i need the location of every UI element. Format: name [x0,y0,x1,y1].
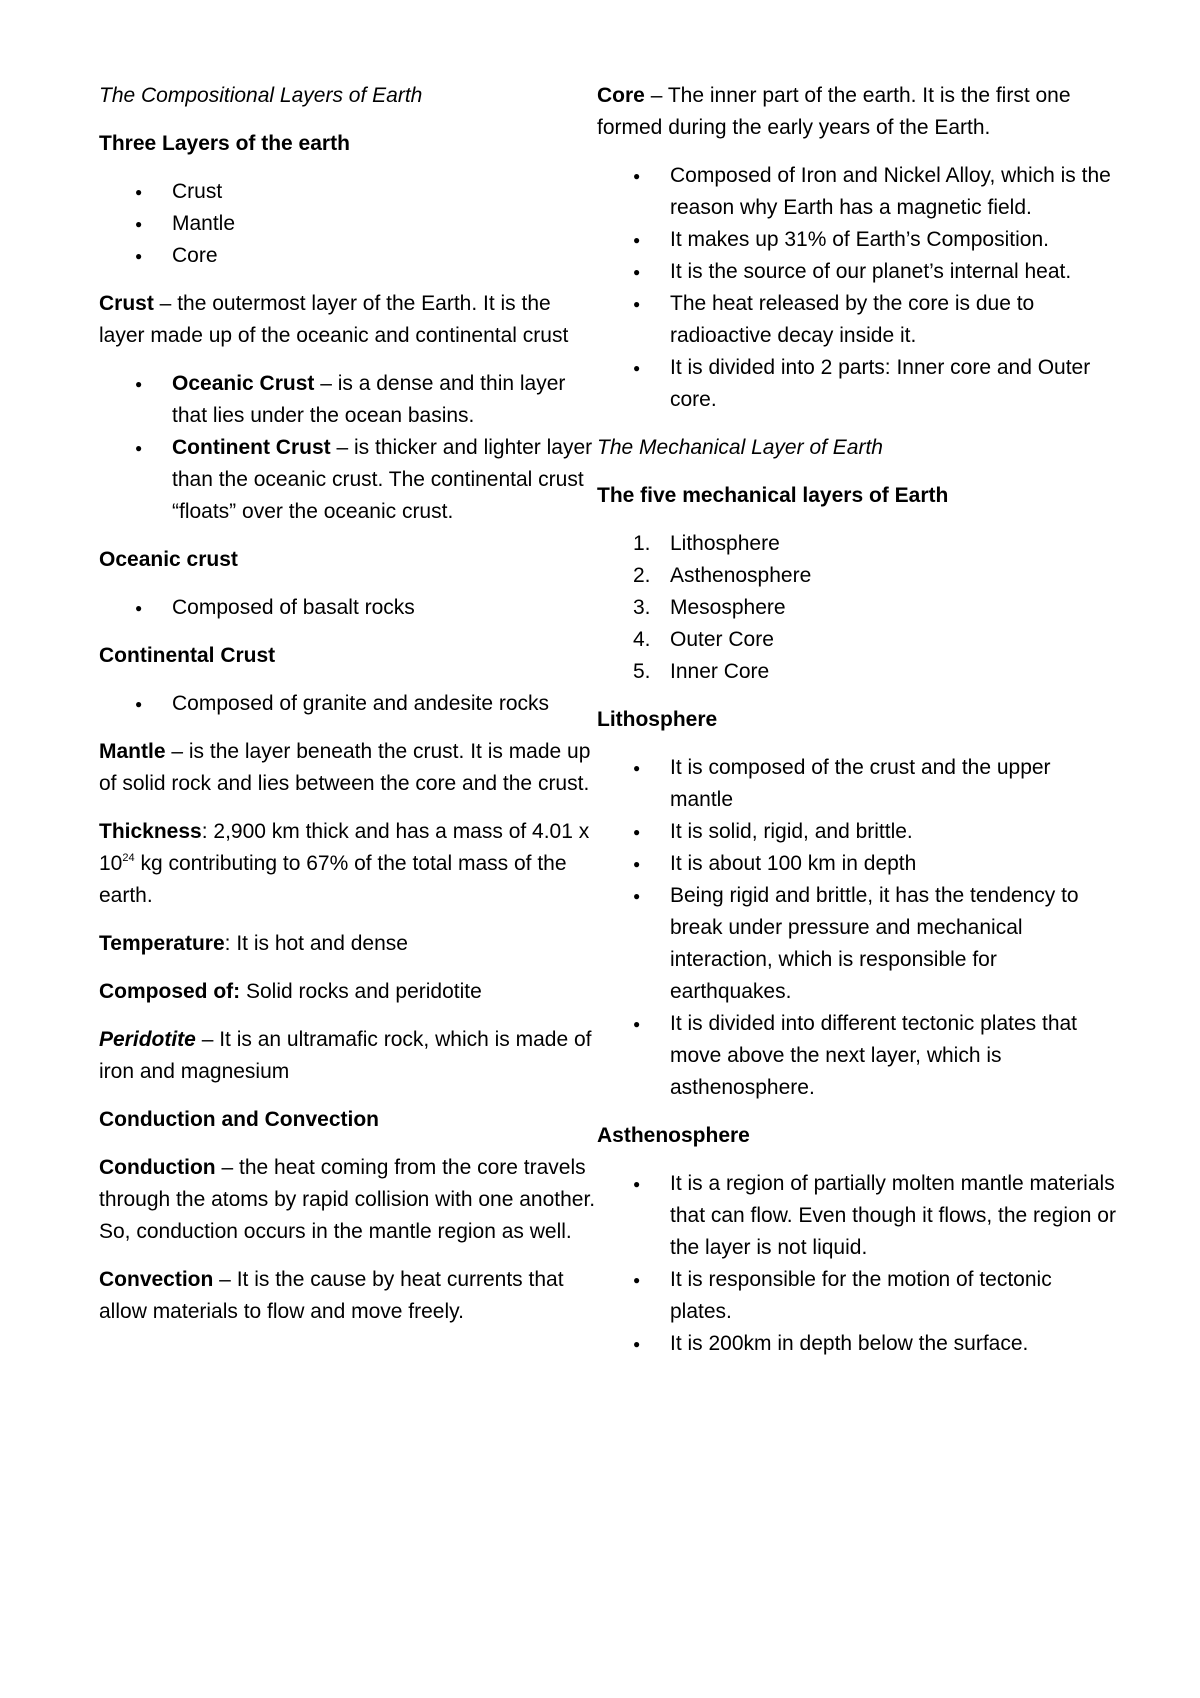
thickness-paragraph [99,816,599,912]
list-item: ● Core [99,240,599,272]
list-item: ● The heat released by the core is due to radioactive decay inside it. [597,288,1117,352]
temperature-term: Temperature [99,932,225,955]
peridotite-paragraph [99,1024,599,1088]
thickness-pre: : 2,900 km thick and has a mass of 4.01 x 10 [99,820,590,875]
mantle-paragraph [99,736,599,800]
core-term: Core [597,84,645,107]
mech-title: The Mechanical Layer of Earth [597,436,883,459]
list-label: Inner Core [670,660,770,683]
conduction-paragraph [99,1152,599,1248]
lithosphere-heading: Lithosphere [597,708,718,731]
crust-def: – the outermost layer of the Earth. It is the layer made up of the oceanic and continental crust [99,292,569,347]
list-label: Mesosphere [670,596,786,619]
convection-paragraph [99,1264,599,1328]
list-label: Lithosphere [670,532,780,555]
five-layers-heading: The five mechanical layers of Earth [597,484,949,507]
conduction-term: Conduction [99,1156,216,1179]
three-layers-list [99,176,599,272]
doc-title: The Compositional Layers of Earth [99,84,423,107]
thickness-post: kg contributing to 67% of the total mass of the earth. [99,852,567,907]
list-item [597,528,1117,560]
list-item: ● It is about 100 km in depth [597,848,1117,880]
left-column [99,80,599,1344]
list-item [597,592,1117,624]
mantle-term: Mantle [99,740,166,763]
composed-term: Composed of: [99,980,241,1003]
list-label: Asthenosphere [670,564,812,587]
list-item [597,560,1117,592]
thickness-term: Thickness [99,820,202,843]
list-item: ● It is divided into 2 parts: Inner core and Outer core. [597,352,1117,416]
thickness-exponent: 24 [122,852,135,864]
lithosphere-list [597,752,1117,1104]
crust-types-list [99,368,599,528]
list-label: Outer Core [670,628,774,651]
right-column [597,80,1117,1376]
temperature-paragraph [99,928,599,960]
list-item: ● Composed of granite and andesite rocks [99,688,599,720]
list-number: 5. [633,660,651,683]
list-item: ● Composed of basalt rocks [99,592,599,624]
continental-list [99,688,599,720]
three-layers-heading: Three Layers of the earth [99,132,350,155]
composed-text: Solid rocks and peridotite [240,980,482,1003]
temperature-text: : It is hot and dense [224,932,408,955]
list-item: ● It is composed of the crust and the upper mantle [597,752,1117,816]
core-list [597,160,1117,416]
continent-crust-text: – is thicker and lighter layer than the oceanic crust. The continental crust “floats” over the oceanic crust. [172,436,593,523]
mantle-def: – is the layer beneath the crust. It is made up of solid rock and lies between the core and the crust. [99,740,591,795]
core-paragraph [597,80,1117,144]
asthenosphere-heading: Asthenosphere [597,1124,750,1147]
list-item: ● Mantle [99,208,599,240]
oceanic-heading: Oceanic crust [99,548,238,571]
conduction-text: – the heat coming from the core travels through the atoms by rapid collision with one another. So, conduction occurs in the mantle region as well. [99,1156,596,1243]
oceanic-crust-term: Oceanic Crust [172,372,315,395]
peridotite-term: Peridotite [99,1028,196,1051]
list-item: ● It is the source of our planet’s internal heat. [597,256,1117,288]
list-item: ● It is responsible for the motion of tectonic plates. [597,1264,1117,1328]
list-number: 3. [633,596,651,619]
list-item: ● Composed of Iron and Nickel Alloy, which is the reason why Earth has a magnetic field. [597,160,1117,224]
convection-term: Convection [99,1268,214,1291]
crust-paragraph [99,288,599,352]
continental-heading: Continental Crust [99,644,276,667]
list-item: ● It makes up 31% of Earth’s Composition. [597,224,1117,256]
list-number: 2. [633,564,651,587]
oceanic-crust-text: – is a dense and thin layer that lies under the ocean basins. [172,372,566,427]
peridotite-text: – It is an ultramafic rock, which is made of iron and magnesium [99,1028,592,1083]
list-item: ● It is 200km in depth below the surface. [597,1328,1117,1360]
cc-heading: Conduction and Convection [99,1108,379,1131]
asthenosphere-list [597,1168,1117,1360]
list-item: ● Crust [99,176,599,208]
convection-text: – It is the cause by heat currents that allow materials to flow and move freely. [99,1268,564,1323]
list-item [99,368,599,432]
list-number: 1. [633,532,651,555]
oceanic-list [99,592,599,624]
core-def: – The inner part of the earth. It is the first one formed during the early years of the Earth. [597,84,1071,139]
list-number: 4. [633,628,651,651]
continent-crust-term: Continent Crust [172,436,331,459]
list-item [597,656,1117,688]
list-item: ● It is a region of partially molten mantle materials that can flow. Even though it flows, the region or the layer is not liquid. [597,1168,1117,1264]
list-item: ● It is divided into different tectonic plates that move above the next layer, which is asthenosphere. [597,1008,1117,1104]
crust-term: Crust [99,292,154,315]
list-item [99,432,599,528]
list-item: ● It is solid, rigid, and brittle. [597,816,1117,848]
five-layers-list [597,528,1117,688]
composed-paragraph [99,976,599,1008]
list-item [597,624,1117,656]
list-item: ● Being rigid and brittle, it has the tendency to break under pressure and mechanical interaction, which is responsible for earthquakes. [597,880,1117,1008]
